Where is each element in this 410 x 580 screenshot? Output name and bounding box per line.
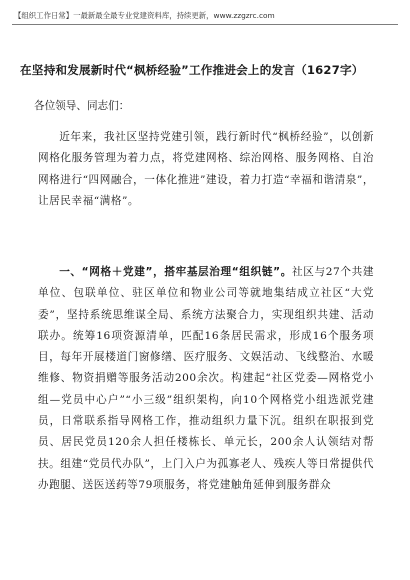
paragraph-intro: 近年来，我社区坚持党建引领，践行新时代“枫桥经验”，以创新网格化服务管理为着力点，将党建网格、综治网格、服务网格、自治网格进行“四网融合，一体化推进”建设，着力打造“幸福和谐清泉”，让居民幸福“满格”。 [38, 131, 374, 207]
paragraph-section-1 [38, 262, 374, 496]
section-1-heading: 一、“网格＋党建”，搭牢基层治理“组织链”。 [59, 266, 292, 278]
salutation: 各位领导、同志们： [34, 100, 130, 112]
section-1-body: 社区与27个共建单位、包联单位、驻区单位和物业公司等就地集结成立社区“大党委”，坚持系统思维谋全局、系统方法聚合力，实现组织共建、活动联办。统筹16项资源清单，匹配16条居民需求，形成16个服务项目，每年开展楼道门窗修缮、医疗服务、文娱活动、飞线整治、水暖维修、物资捐赠等服务活动200余次。构建起“社区党委—网格党小组—党员中心户”“小三级”组织架构，向10个网格党小组选派党建员，日常联系指导网格工作，推动组织力量下沉。组织在职报到党员、居民党员120余人担任楼栋长、单元长，200余人认领结对帮扶。组建“党员代办队”，上门入户为孤寡老人、残疾人等日常提供代办跑腿、送医送药等79项服务，将党建触角延伸到服务群众 [38, 266, 374, 491]
header-divider [12, 24, 398, 25]
document-title: 在坚持和发展新时代“枫桥经验”工作推进会上的发言（1627字） [20, 63, 364, 77]
header-banner: 【组织工作日常】一最新最全最专业党建资料库，持续更新，www.zzgzrc.com [14, 11, 275, 20]
